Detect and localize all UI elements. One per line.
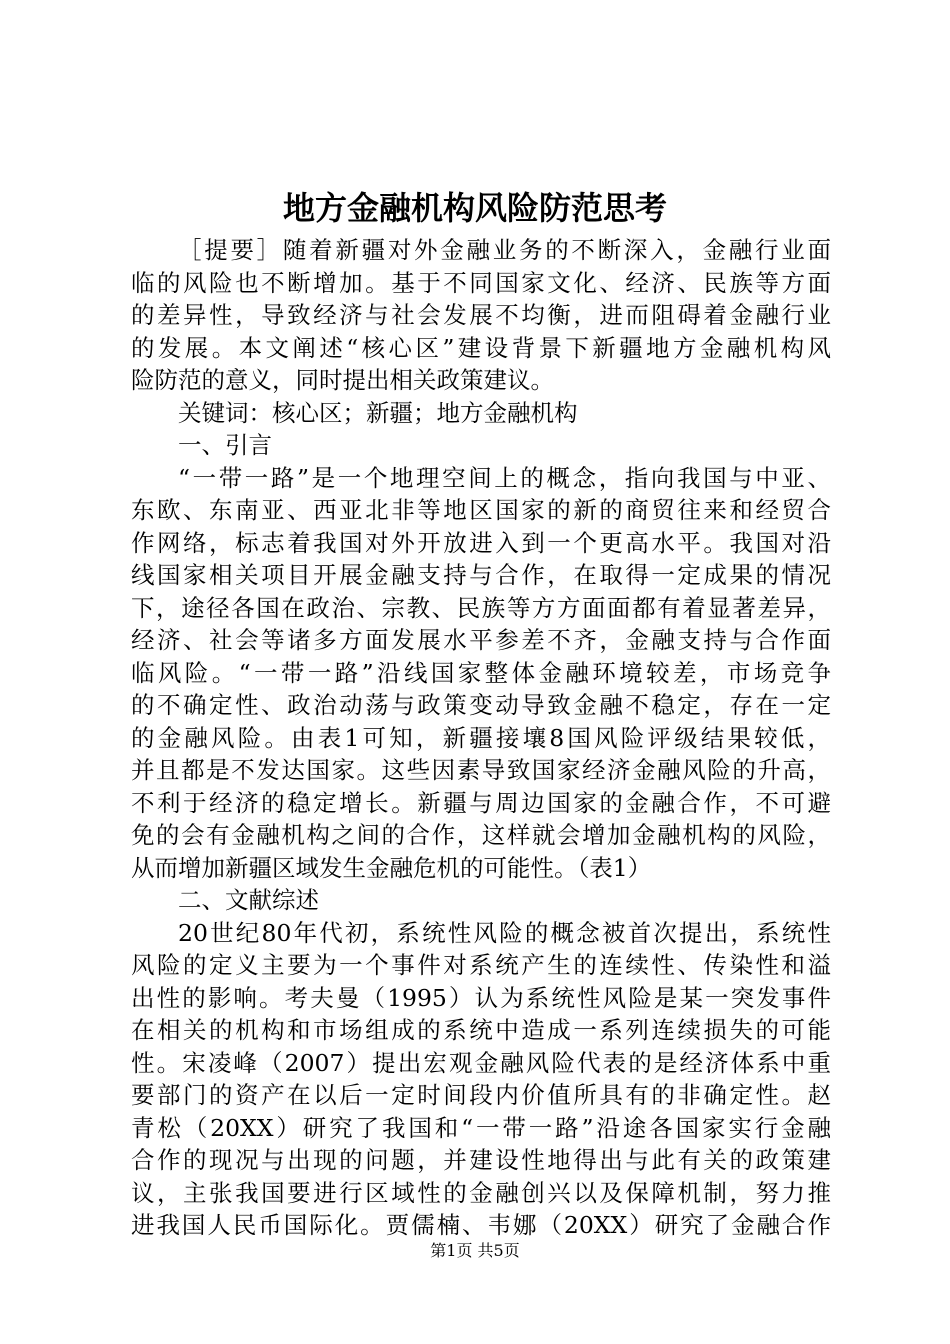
document-title: 地方金融机构风险防范思考	[282, 189, 667, 227]
text-line: 合作的现况与出现的问题，并建设性地得出与此有关的政策建	[131, 1146, 831, 1174]
text-line: 20世纪80年代初，系统性风险的概念被首次提出，系统性	[178, 918, 831, 947]
text-line: 的不确定性、政治动荡与政策变动导致金融不稳定，存在一定	[131, 691, 831, 719]
text-line: 要部门的资产在以后一定时间段内价值所具有的非确定性。赵	[131, 1081, 831, 1109]
text-line: 出性的影响。考夫曼（1995）认为系统性风险是某一突发事件	[131, 983, 831, 1012]
document-body	[131, 234, 831, 1242]
text-line: 的发展。本文阐述“核心区”建设背景下新疆地方金融机构风	[131, 333, 831, 362]
text-line: 关键词：核心区；新疆；地方金融机构	[178, 398, 578, 427]
text-line: 进我国人民币国际化。贾儒楠、韦娜（20XX）研究了金融合作	[131, 1211, 831, 1239]
text-line: 不利于经济的稳定增长。新疆与周边国家的金融合作，不可避	[131, 788, 831, 817]
text-line: 二、文献综述	[178, 886, 319, 914]
text-line: 临风险。“一带一路”沿线国家整体金融环境较差，市场竞争	[131, 658, 831, 687]
text-line: 在相关的机构和市场组成的系统中造成一系列连续损失的可能	[131, 1016, 831, 1044]
text-line: 免的会有金融机构之间的合作，这样就会增加金融机构的风险，	[131, 821, 831, 849]
text-line: 下，途径各国在政治、宗教、民族等方方面面都有着显著差异，	[131, 593, 831, 622]
text-line: 从而增加新疆区域发生金融危机的可能性。（表1）	[131, 853, 652, 882]
text-line: 并且都是不发达国家。这些因素导致国家经济金融风险的升高，	[131, 756, 831, 784]
text-line: 青松（20XX）研究了我国和“一带一路”沿途各国家实行金融	[131, 1113, 831, 1142]
text-line: 经济、社会等诸多方面发展水平参差不齐，金融支持与合作面	[131, 626, 831, 654]
text-line: 性。宋凌峰（2007）提出宏观金融风险代表的是经济体系中重	[131, 1048, 831, 1077]
text-line: 险防范的意义，同时提出相关政策建议。	[131, 366, 554, 394]
text-line: 的差异性，导致经济与社会发展不均衡，进而阻碍着金融行业	[131, 301, 831, 329]
text-line: 东欧、东南亚、西亚北非等地区国家的新的商贸往来和经贸合	[131, 496, 831, 524]
text-line: 作网络，标志着我国对外开放进入到一个更高水平。我国对沿	[131, 528, 831, 557]
text-line: ［提要］随着新疆对外金融业务的不断深入，金融行业面	[178, 236, 831, 264]
text-line: 线国家相关项目开展金融支持与合作，在取得一定成果的情况	[131, 561, 831, 589]
text-line: 临的风险也不断增加。基于不同国家文化、经济、民族等方面	[131, 268, 831, 297]
text-line: “一带一路”是一个地理空间上的概念，指向我国与中亚、	[178, 463, 831, 492]
page-footer: 第1页 共5页	[430, 1241, 520, 1260]
text-line: 一、引言	[178, 431, 272, 459]
text-line: 风险的定义主要为一个事件对系统产生的连续性、传染性和溢	[131, 951, 831, 979]
text-line: 议，主张我国要进行区域性的金融创兴以及保障机制，努力推	[131, 1178, 831, 1207]
text-line: 的金融风险。由表1可知，新疆接壤8国风险评级结果较低，	[131, 723, 831, 752]
